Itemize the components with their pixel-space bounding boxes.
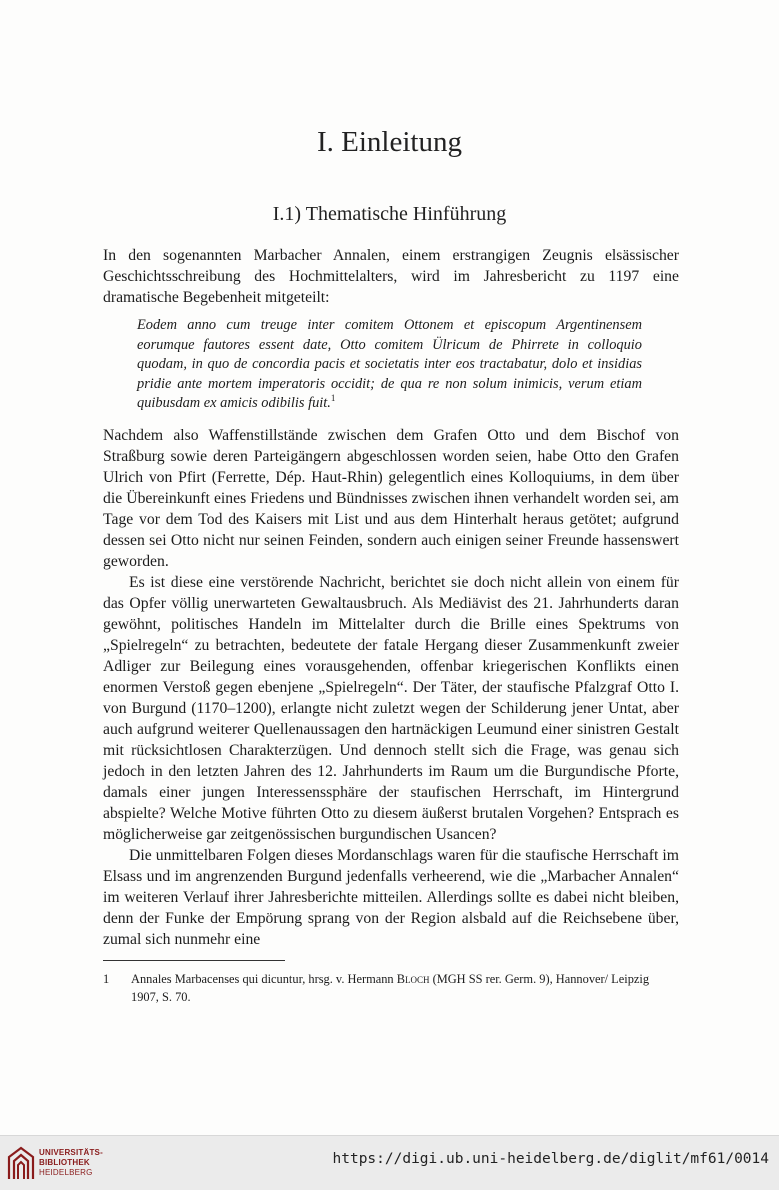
section-title: I.1) Thematische Hinführung	[272, 203, 507, 225]
latin-quote	[137, 316, 642, 414]
intro-paragraph: In den sogenannten Marbacher Annalen, einem erstrangigen Zeugnis elsässischer Geschichtsschreibung des Hochmittelalters, wird im Jahresbericht zu 1197 eine dramatische Begebenheit mitgeteilt:	[103, 247, 679, 306]
library-logo-icon	[7, 1145, 35, 1181]
main-text	[103, 425, 679, 950]
footnote-divider	[103, 960, 285, 961]
intro-block	[103, 245, 679, 308]
library-logo[interactable]	[7, 1145, 127, 1181]
paragraph: Nachdem also Waffenstillstände zwischen dem Grafen Otto und dem Bischof von Straßburg sowie deren Parteigängern abgeschlossen worden seien, habe Otto den Grafen Ulrich von Pfirt (Ferrette, Dép. Haut-Rhin) gelegentlich eines Kolloquiums, in dem über die Übereinkunft eines Friedens und Bündnisses zwischen ihnen verhandelt worden sei, am Tage vor dem Tod des Kaisers mit List und aus dem Hinterhalt heraus getötet; aufgrund dessen sei Otto nicht nur seinen Feinden, sondern auch einigen seiner Freunde hassenswert geworden.	[103, 427, 679, 570]
footnote	[103, 971, 679, 1006]
footnote-reference[interactable]: 1	[330, 393, 336, 404]
paragraph: Es ist diese eine verstörende Nachricht, berichtet sie doch nicht allein von einem für das Opfer völlig unerwarteten Gewaltausbruch. Als Mediävist des 21. Jahrhunderts daran gewöhnt, politisches Handeln im Mittelalter durch die Brille eines Spektrums von „Spielregeln“ zu betrachten, bedeutete der fatale Hergang dieser Zusammenkunft zweier Adliger zur Beilegung eines vorausgehenden, offenbar kriegerischen Konflikts einen enormen Verstoß gegen ebenjene „Spielregeln“. Der Täter, der staufische Pfalzgraf Otto I. von Burgund (1170–1200), erlangte nicht zuletzt wegen der Schilderung jener Untat, aber auch aufgrund weiterer Quellenaussagen den hartnäckigen Leumund einer sinistren Gestalt mit rücksichtlosen Charakterzügen. Und dennoch stellt sich die Frage, was genau sich jedoch in den letzten Jahren des 12. Jahrhunderts im Raum um die Burgundische Pforte, damals einer jungen Interessenssphäre der staufischen Herrschaft, im Hintergrund abspielte? Welche Motive führten Otto zu diesem äußerst brutalen Vorgehen? Entsprach es möglicherweise gar zeitgenössischen burgundischen Usancen?	[103, 574, 679, 843]
viewer-footer-bar	[0, 1135, 779, 1190]
footnote-number: 1	[103, 972, 110, 986]
footnote-author: Bloch	[396, 972, 430, 986]
library-logo-text: UNIVERSITÄTS- BIBLIOTHEK HEIDELBERG	[39, 1148, 103, 1177]
footnote-text: Annales Marbacenses qui dicuntur, hrsg. v. Hermann Bloch (MGH SS rer. Germ. 9), Hannover/ Leipzig 1907, S. 70.	[131, 972, 650, 1004]
chapter-title: I. Einleitung	[317, 126, 462, 158]
paragraph: Die unmittelbaren Folgen dieses Mordanschlags waren für die staufische Herrschaft im Elsass und im angrenzenden Burgund jedenfalls verheerend, wie die „Marbacher Annalen“ im weiteren Verlauf ihrer Jahresberichte mitteilen. Allerdings sollte es dabei nicht bleiben, denn der Funke der Empörung sprang von der Region alsbald auf die Reichsebene über, zumal sich nunmehr eine	[103, 847, 679, 948]
permalink-url[interactable]: https://digi.ub.uni-heidelberg.de/diglit/mf61/0014	[332, 1151, 769, 1167]
quote-text: Eodem anno cum treuge inter comitem Ottonem et episcopum Argentinensem eorumque fautores essent date, Otto comitem Ülricum de Phirrete in colloquio quodam, in quo de concordia pacis et societatis inter eos tractabatur, dolo et insidias pridie ante mortem imperatoris occidit; de qua re non solum inimicis, verum etiam quibusdam ex amicis odibilis fuit.	[137, 317, 642, 411]
